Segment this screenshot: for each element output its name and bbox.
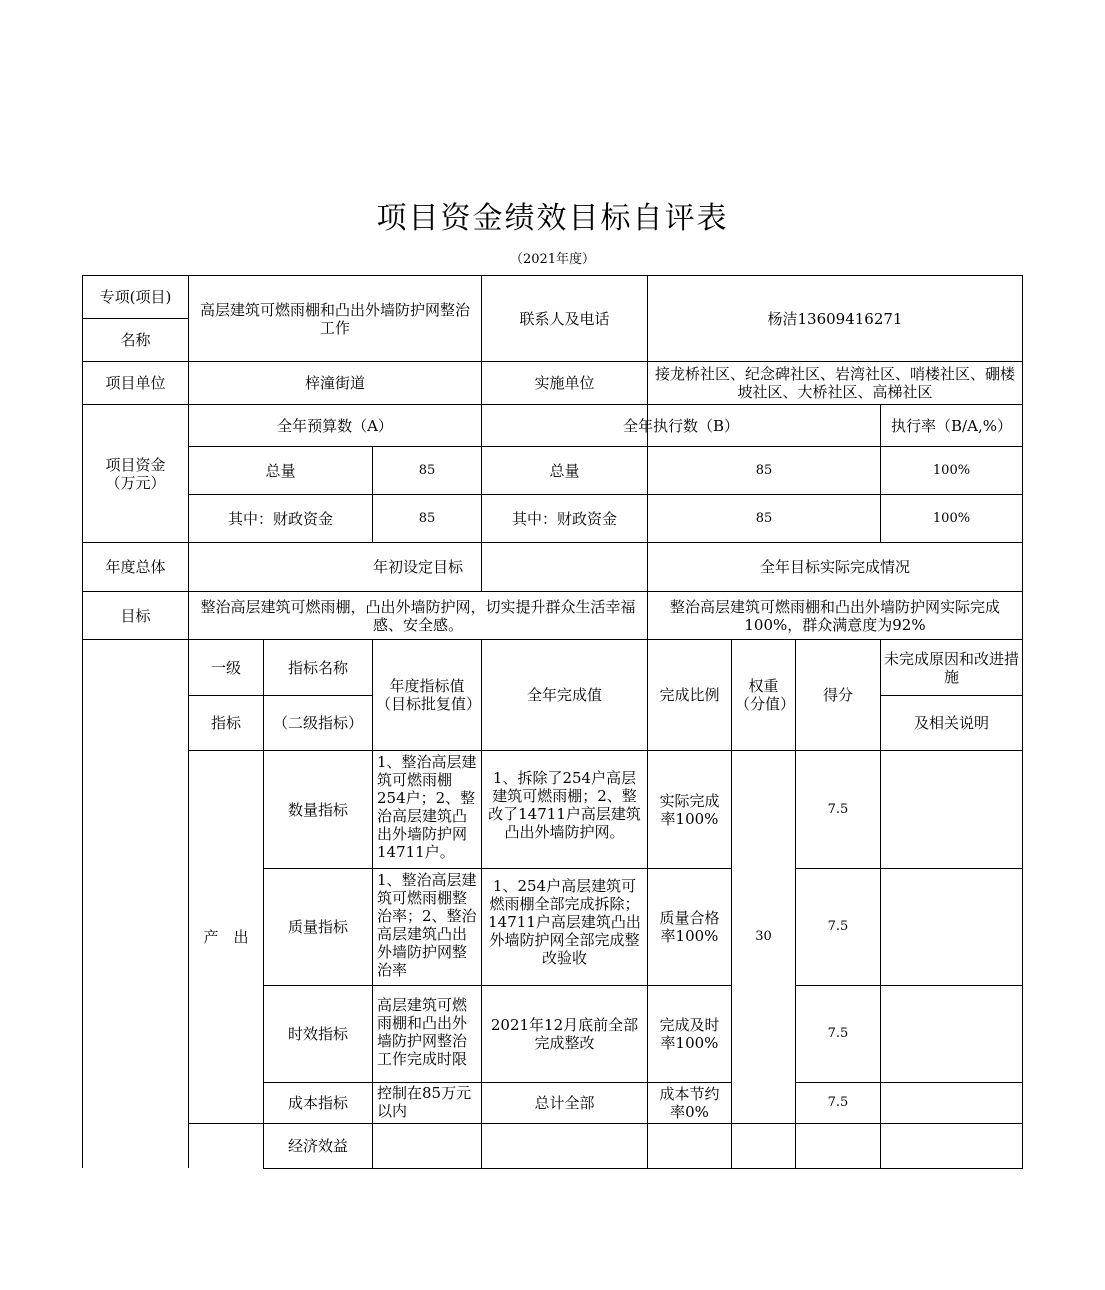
- total-exec-value: 85: [755, 462, 773, 478]
- indicator-score: 7.5: [827, 801, 849, 817]
- goal-actual-header: 全年目标实际完成情况: [759, 558, 910, 576]
- indicator-complete: 2021年12月底前全部完成整改: [490, 1016, 639, 1052]
- indicator-ratio: [648, 1124, 731, 1168]
- project-name-label-bottom: 名称: [120, 331, 151, 349]
- contact-value: 杨洁13609416271: [767, 309, 903, 328]
- indicator-complete: [482, 1124, 647, 1168]
- fiscal-rate-value: 100%: [932, 510, 971, 526]
- indicator-complete: 总计全部: [534, 1094, 595, 1112]
- rate-header: 执行率（B/A,%）: [891, 416, 1012, 435]
- indicator-target: 高层建筑可燃雨棚和凸出外墙防护网整治工作完成时限: [377, 996, 468, 1068]
- indicator-complete: 1、拆除了254户高层建筑可燃雨棚；2、整改了14711户高层建筑凸出外墙防护网。: [488, 769, 641, 841]
- goal-label-bottom: 目标: [120, 606, 151, 625]
- indicator-ratio: 质量合格率100%: [659, 909, 720, 945]
- header-reason-top: 未完成原因和改进措施: [884, 649, 1020, 686]
- output-weight: 30: [755, 929, 772, 944]
- project-name-value: 高层建筑可燃雨棚和凸出外墙防护网整治工作: [199, 300, 470, 337]
- header-name-bottom: （二级指标）: [272, 714, 363, 732]
- exec-header: 全年执行数（B）: [622, 416, 740, 435]
- header-name-top: 指标名称: [287, 658, 348, 677]
- header-score: 得分: [822, 686, 853, 704]
- header-weight: 权重（分值）: [735, 677, 796, 713]
- header-reason-bottom: 及相关说明: [913, 714, 989, 732]
- funds-label: 项目资金（万元）: [105, 455, 166, 492]
- contact-label: 联系人及电话: [519, 309, 610, 328]
- total-budget-value: 85: [418, 462, 436, 478]
- total-label-a: 总量: [265, 461, 296, 480]
- goal-label-top: 年度总体: [105, 558, 166, 576]
- indicator-name: 成本指标: [287, 1094, 348, 1112]
- indicator-target: 1、整治高层建筑可燃雨棚254户；2、整治高层建筑凸出外墙防护网14711户。: [377, 753, 477, 861]
- impl-unit-label: 实施单位: [534, 374, 595, 392]
- goal-actual-text: 整治高层建筑可燃雨棚和凸出外墙防护网实际完成100%，群众满意度为92%: [669, 597, 1000, 634]
- indicator-complete: 1、254户高层建筑可燃雨棚全部完成拆除；14711户高层建筑凸出外墙防护网全部完成整改验收: [488, 877, 641, 967]
- indicator-ratio: 完成及时率100%: [659, 1016, 720, 1052]
- goal-set-header: 年初设定目标: [372, 558, 463, 576]
- header-complete: 全年完成值: [526, 686, 602, 704]
- header-ratio: 完成比例: [659, 686, 720, 704]
- project-unit-label: 项目单位: [105, 374, 166, 392]
- indicator-target: 1、整治高层建筑可燃雨棚整治率；2、整治高层建筑凸出外墙防护网整治率: [377, 871, 477, 979]
- indicator-score: [796, 1124, 880, 1168]
- project-unit-value: 梓潼街道: [304, 374, 365, 392]
- indicator-ratio: 实际完成率100%: [659, 791, 720, 828]
- indicator-target: [373, 1124, 481, 1168]
- fiscal-exec-value: 85: [755, 510, 773, 526]
- indicator-name: 时效指标: [287, 1025, 348, 1043]
- total-rate-value: 100%: [932, 462, 971, 478]
- indicator-score: 7.5: [827, 1026, 849, 1041]
- indicator-ratio: 成本节约率0%: [659, 1085, 720, 1121]
- project-name-label-top: 专项(项目): [99, 288, 172, 306]
- fiscal-label-b: 其中：财政资金: [511, 509, 617, 528]
- fiscal-label-a: 其中：财政资金: [227, 509, 333, 528]
- indicator-score: 7.5: [827, 919, 849, 934]
- page-title: 项目资金绩效目标自评表: [376, 201, 729, 236]
- impl-unit-value: 接龙桥社区、纪念碑社区、岩湾社区、哨楼社区、硼楼坡社区、大桥社区、高梯社区: [654, 365, 1015, 401]
- indicator-score: 7.5: [827, 1095, 849, 1110]
- indicator-name: 经济效益: [287, 1137, 348, 1155]
- indicator-name: 质量指标: [287, 918, 348, 936]
- header-target: 年度指标值（目标批复值）: [376, 677, 482, 713]
- output-category-label: 产 出: [203, 928, 249, 946]
- indicator-target: 控制在85万元以内: [377, 1084, 472, 1120]
- total-label-b: 总量: [549, 461, 580, 480]
- page-subtitle: （2021年度）: [509, 252, 596, 267]
- header-level1-bottom: 指标: [210, 714, 241, 732]
- goal-set-text: 整治高层建筑可燃雨棚，凸出外墙防护网，切实提升群众生活幸福感、安全感。: [200, 597, 636, 634]
- fiscal-budget-value: 85: [418, 510, 436, 526]
- header-level1-top: 一级: [210, 658, 241, 677]
- budget-header: 全年预算数（A）: [277, 416, 393, 435]
- indicator-name: 数量指标: [287, 800, 348, 819]
